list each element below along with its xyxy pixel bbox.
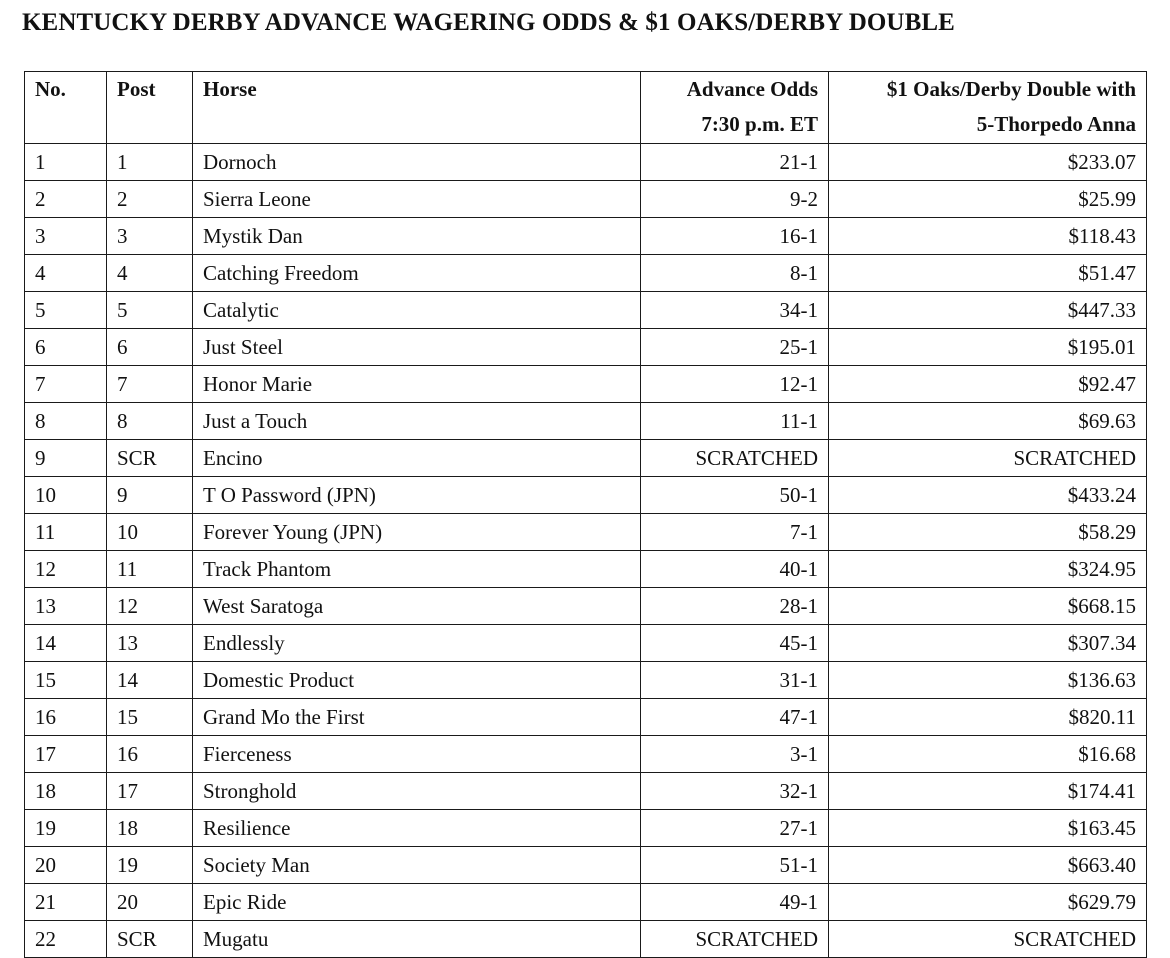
- cell-oaks-derby-double: $233.07: [829, 144, 1147, 181]
- cell-advance-odds: 47-1: [641, 699, 829, 736]
- table-row: [25, 255, 1147, 292]
- cell-horse: Domestic Product: [193, 662, 641, 699]
- cell-no: 17: [25, 736, 107, 773]
- header-horse: Horse: [193, 72, 641, 144]
- odds-table-body: [25, 144, 1147, 958]
- cell-horse: Catalytic: [193, 292, 641, 329]
- cell-advance-odds: 31-1: [641, 662, 829, 699]
- cell-advance-odds: 50-1: [641, 477, 829, 514]
- cell-no: 9: [25, 440, 107, 477]
- cell-post: 3: [107, 218, 193, 255]
- cell-post: 6: [107, 329, 193, 366]
- table-row: [25, 736, 1147, 773]
- cell-advance-odds: 16-1: [641, 218, 829, 255]
- cell-advance-odds: 11-1: [641, 403, 829, 440]
- cell-no: 18: [25, 773, 107, 810]
- cell-post: 12: [107, 588, 193, 625]
- cell-advance-odds: 21-1: [641, 144, 829, 181]
- cell-advance-odds: 40-1: [641, 551, 829, 588]
- table-row: [25, 440, 1147, 477]
- cell-oaks-derby-double: $136.63: [829, 662, 1147, 699]
- cell-horse: Stronghold: [193, 773, 641, 810]
- cell-horse: West Saratoga: [193, 588, 641, 625]
- cell-horse: Resilience: [193, 810, 641, 847]
- cell-advance-odds: 51-1: [641, 847, 829, 884]
- header-advance-odds-line2: 7:30 p.m. ET: [701, 112, 818, 136]
- cell-post: 19: [107, 847, 193, 884]
- cell-no: 14: [25, 625, 107, 662]
- header-oaks-derby-double: [829, 72, 1147, 144]
- cell-no: 11: [25, 514, 107, 551]
- cell-oaks-derby-double: $433.24: [829, 477, 1147, 514]
- table-row: [25, 921, 1147, 958]
- cell-post: 14: [107, 662, 193, 699]
- cell-oaks-derby-double: $163.45: [829, 810, 1147, 847]
- cell-advance-odds: 7-1: [641, 514, 829, 551]
- cell-oaks-derby-double: $324.95: [829, 551, 1147, 588]
- table-row: [25, 329, 1147, 366]
- cell-horse: Society Man: [193, 847, 641, 884]
- cell-advance-odds: 32-1: [641, 773, 829, 810]
- cell-post: 16: [107, 736, 193, 773]
- cell-oaks-derby-double: SCRATCHED: [829, 440, 1147, 477]
- cell-no: 5: [25, 292, 107, 329]
- cell-no: 7: [25, 366, 107, 403]
- cell-post: 1: [107, 144, 193, 181]
- cell-post: SCR: [107, 440, 193, 477]
- cell-no: 16: [25, 699, 107, 736]
- cell-advance-odds: SCRATCHED: [641, 440, 829, 477]
- table-row: [25, 218, 1147, 255]
- cell-post: 18: [107, 810, 193, 847]
- cell-post: 5: [107, 292, 193, 329]
- table-row: [25, 551, 1147, 588]
- header-no: No.: [25, 72, 107, 144]
- table-row: [25, 292, 1147, 329]
- cell-horse: Just a Touch: [193, 403, 641, 440]
- table-row: [25, 847, 1147, 884]
- header-advance-odds-line1: Advance Odds: [686, 77, 818, 101]
- cell-advance-odds: 45-1: [641, 625, 829, 662]
- cell-horse: Just Steel: [193, 329, 641, 366]
- cell-oaks-derby-double: $663.40: [829, 847, 1147, 884]
- cell-oaks-derby-double: $69.63: [829, 403, 1147, 440]
- cell-advance-odds: 3-1: [641, 736, 829, 773]
- table-row: [25, 662, 1147, 699]
- cell-no: 13: [25, 588, 107, 625]
- cell-post: 2: [107, 181, 193, 218]
- cell-no: 12: [25, 551, 107, 588]
- cell-horse: T O Password (JPN): [193, 477, 641, 514]
- table-row: [25, 366, 1147, 403]
- cell-horse: Dornoch: [193, 144, 641, 181]
- cell-no: 2: [25, 181, 107, 218]
- odds-table: [24, 71, 1147, 958]
- cell-no: 19: [25, 810, 107, 847]
- cell-no: 4: [25, 255, 107, 292]
- table-row: [25, 181, 1147, 218]
- table-row: [25, 884, 1147, 921]
- cell-post: 15: [107, 699, 193, 736]
- cell-advance-odds: 28-1: [641, 588, 829, 625]
- cell-oaks-derby-double: $195.01: [829, 329, 1147, 366]
- header-oaks-derby-double-line1: $1 Oaks/Derby Double with: [886, 77, 1136, 101]
- cell-horse: Encino: [193, 440, 641, 477]
- cell-advance-odds: 25-1: [641, 329, 829, 366]
- cell-no: 1: [25, 144, 107, 181]
- cell-advance-odds: 34-1: [641, 292, 829, 329]
- cell-oaks-derby-double: $118.43: [829, 218, 1147, 255]
- header-advance-odds: [641, 72, 829, 144]
- cell-horse: Endlessly: [193, 625, 641, 662]
- cell-oaks-derby-double: SCRATCHED: [829, 921, 1147, 958]
- cell-post: 9: [107, 477, 193, 514]
- cell-no: 6: [25, 329, 107, 366]
- cell-no: 15: [25, 662, 107, 699]
- cell-advance-odds: 49-1: [641, 884, 829, 921]
- cell-advance-odds: SCRATCHED: [641, 921, 829, 958]
- table-header-row: [25, 72, 1147, 144]
- table-row: [25, 403, 1147, 440]
- page-title: KENTUCKY DERBY ADVANCE WAGERING ODDS & $1 OAKS/DERBY DOUBLE: [22, 9, 955, 36]
- cell-horse: Grand Mo the First: [193, 699, 641, 736]
- table-row: [25, 144, 1147, 181]
- table-row: [25, 514, 1147, 551]
- cell-oaks-derby-double: $92.47: [829, 366, 1147, 403]
- cell-oaks-derby-double: $307.34: [829, 625, 1147, 662]
- table-row: [25, 477, 1147, 514]
- cell-post: 13: [107, 625, 193, 662]
- cell-advance-odds: 12-1: [641, 366, 829, 403]
- cell-post: 20: [107, 884, 193, 921]
- cell-post: 7: [107, 366, 193, 403]
- cell-post: 11: [107, 551, 193, 588]
- cell-post: 17: [107, 773, 193, 810]
- cell-no: 21: [25, 884, 107, 921]
- cell-post: 10: [107, 514, 193, 551]
- cell-oaks-derby-double: $58.29: [829, 514, 1147, 551]
- cell-no: 10: [25, 477, 107, 514]
- cell-horse: Mugatu: [193, 921, 641, 958]
- table-row: [25, 699, 1147, 736]
- cell-advance-odds: 9-2: [641, 181, 829, 218]
- cell-no: 22: [25, 921, 107, 958]
- cell-post: SCR: [107, 921, 193, 958]
- cell-oaks-derby-double: $668.15: [829, 588, 1147, 625]
- cell-horse: Epic Ride: [193, 884, 641, 921]
- cell-horse: Track Phantom: [193, 551, 641, 588]
- cell-no: 3: [25, 218, 107, 255]
- cell-oaks-derby-double: $447.33: [829, 292, 1147, 329]
- cell-horse: Forever Young (JPN): [193, 514, 641, 551]
- cell-advance-odds: 8-1: [641, 255, 829, 292]
- cell-post: 4: [107, 255, 193, 292]
- table-row: [25, 810, 1147, 847]
- header-post: Post: [107, 72, 193, 144]
- cell-oaks-derby-double: $51.47: [829, 255, 1147, 292]
- cell-post: 8: [107, 403, 193, 440]
- header-oaks-derby-double-line2: 5-Thorpedo Anna: [976, 112, 1136, 136]
- cell-oaks-derby-double: $174.41: [829, 773, 1147, 810]
- table-row: [25, 588, 1147, 625]
- cell-oaks-derby-double: $25.99: [829, 181, 1147, 218]
- cell-horse: Catching Freedom: [193, 255, 641, 292]
- cell-oaks-derby-double: $16.68: [829, 736, 1147, 773]
- table-row: [25, 625, 1147, 662]
- cell-horse: Fierceness: [193, 736, 641, 773]
- cell-horse: Honor Marie: [193, 366, 641, 403]
- cell-oaks-derby-double: $820.11: [829, 699, 1147, 736]
- cell-horse: Sierra Leone: [193, 181, 641, 218]
- table-row: [25, 773, 1147, 810]
- cell-oaks-derby-double: $629.79: [829, 884, 1147, 921]
- cell-advance-odds: 27-1: [641, 810, 829, 847]
- cell-no: 8: [25, 403, 107, 440]
- cell-no: 20: [25, 847, 107, 884]
- cell-horse: Mystik Dan: [193, 218, 641, 255]
